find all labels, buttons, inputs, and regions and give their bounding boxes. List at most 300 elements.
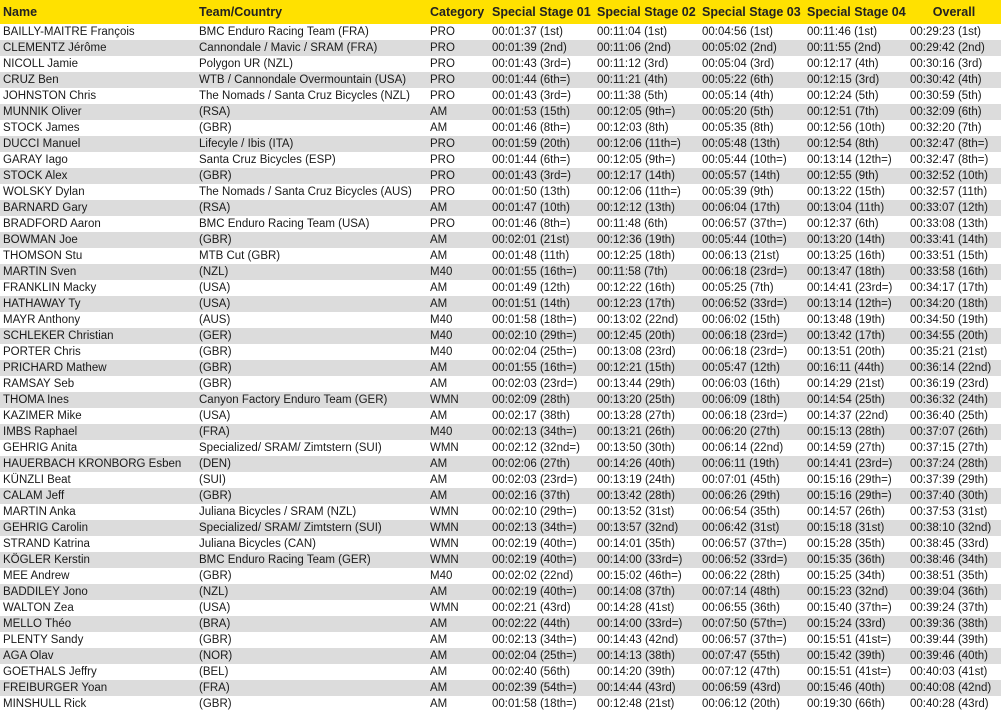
cell-stage-03: 00:06:03 (16th): [702, 378, 781, 390]
cell-stage-04: 00:16:11 (44th): [807, 362, 885, 374]
results-body: [0, 24, 1001, 712]
cell-name: MAYR Anthony: [3, 314, 81, 326]
cell-stage-04: 00:11:55 (2nd): [807, 42, 881, 54]
cell-team-country: (GBR): [199, 170, 232, 182]
cell-stage-03: 00:06:04 (17th): [702, 202, 781, 214]
cell-name: BOWMAN Joe: [3, 234, 78, 246]
cell-stage-02: 00:12:17 (14th): [597, 170, 676, 182]
cell-stage-01: 00:01:43 (3rd=): [492, 170, 571, 182]
cell-stage-01: 00:02:19 (40th=): [492, 554, 577, 566]
cell-category: M40: [430, 330, 453, 342]
table-row: [0, 424, 1001, 440]
cell-stage-01: 00:02:10 (29th=): [492, 506, 577, 518]
cell-stage-03: 00:06:59 (43rd): [702, 682, 781, 694]
table-row: [0, 504, 1001, 520]
cell-stage-02: 00:13:08 (23rd): [597, 346, 676, 358]
cell-stage-02: 00:14:43 (42nd): [597, 634, 679, 646]
cell-name: WOLSKY Dylan: [3, 186, 85, 198]
cell-category: WMN: [430, 522, 459, 534]
table-row: [0, 184, 1001, 200]
cell-category: AM: [430, 122, 448, 134]
cell-team-country: (NOR): [199, 650, 233, 662]
cell-overall: 00:30:42 (4th): [910, 74, 982, 86]
cell-overall: 00:39:24 (37th): [910, 602, 989, 614]
cell-stage-01: 00:02:06 (27th): [492, 458, 571, 470]
cell-overall: 00:37:15 (27th): [910, 442, 989, 454]
cell-overall: 00:37:24 (28th): [910, 458, 989, 470]
cell-name: KÖGLER Kerstin: [3, 554, 90, 566]
table-row: [0, 648, 1001, 664]
cell-name: BAILLY-MAITRE François: [3, 26, 135, 38]
cell-name: PRICHARD Mathew: [3, 362, 107, 374]
cell-stage-01: 00:02:10 (29th=): [492, 330, 577, 342]
cell-stage-02: 00:12:05 (9th=): [597, 154, 676, 166]
cell-overall: 00:37:53 (31st): [910, 506, 988, 518]
table-row: [0, 200, 1001, 216]
cell-stage-02: 00:14:00 (33rd=): [597, 554, 683, 566]
cell-stage-04: 00:13:48 (19th): [807, 314, 886, 326]
cell-stage-04: 00:13:42 (17th): [807, 330, 886, 342]
cell-stage-01: 00:01:43 (3rd=): [492, 58, 571, 70]
cell-stage-04: 00:13:51 (20th): [807, 346, 886, 358]
table-row: [0, 104, 1001, 120]
cell-overall: 00:33:07 (12th): [910, 202, 989, 214]
cell-stage-03: 00:06:02 (15th): [702, 314, 781, 326]
cell-stage-01: 00:01:43 (3rd=): [492, 90, 571, 102]
cell-name: PLENTY Sandy: [3, 634, 84, 646]
cell-stage-01: 00:01:53 (15th): [492, 106, 571, 118]
cell-stage-04: 00:14:41 (23rd=): [807, 282, 893, 294]
cell-category: WMN: [430, 602, 459, 614]
cell-stage-02: 00:12:06 (11th=): [597, 138, 681, 150]
cell-team-country: (NZL): [199, 586, 229, 598]
cell-category: PRO: [430, 42, 455, 54]
cell-stage-01: 00:02:03 (23rd=): [492, 378, 578, 390]
cell-category: PRO: [430, 154, 455, 166]
cell-stage-04: 00:15:51 (41st=): [807, 666, 892, 678]
cell-stage-02: 00:11:38 (5th): [597, 90, 668, 102]
cell-stage-03: 00:06:42 (31st): [702, 522, 780, 534]
cell-category: AM: [430, 202, 448, 214]
cell-stage-02: 00:12:12 (13th): [597, 202, 676, 214]
cell-team-country: The Nomads / Santa Cruz Bicycles (AUS): [199, 186, 412, 198]
cell-stage-04: 00:12:54 (8th): [807, 138, 879, 150]
cell-category: M40: [430, 426, 453, 438]
cell-stage-01: 00:01:50 (13th): [492, 186, 571, 198]
cell-category: M40: [430, 266, 453, 278]
table-row: [0, 552, 1001, 568]
cell-stage-04: 00:14:29 (21st): [807, 378, 885, 390]
cell-stage-02: 00:14:00 (33rd=): [597, 618, 683, 630]
cell-stage-02: 00:14:20 (39th): [597, 666, 676, 678]
cell-name: STRAND Katrina: [3, 538, 90, 550]
cell-name: NICOLL Jamie: [3, 58, 78, 70]
cell-stage-02: 00:11:58 (7th): [597, 266, 668, 278]
cell-stage-04: 00:15:25 (34th): [807, 570, 886, 582]
cell-team-country: (RSA): [199, 202, 231, 214]
cell-stage-03: 00:06:13 (21st): [702, 250, 780, 262]
cell-team-country: Juliana Bicycles / SRAM (NZL): [199, 506, 357, 518]
cell-stage-03: 00:05:20 (5th): [702, 106, 774, 118]
cell-category: AM: [430, 458, 448, 470]
cell-name: IMBS Raphael: [3, 426, 78, 438]
cell-stage-04: 00:15:13 (28th): [807, 426, 886, 438]
cell-name: BADDILEY Jono: [3, 586, 88, 598]
cell-category: WMN: [430, 554, 459, 566]
cell-stage-02: 00:13:50 (30th): [597, 442, 676, 454]
cell-category: AM: [430, 250, 448, 262]
cell-name: MUNNIK Oliver: [3, 106, 82, 118]
table-row: [0, 584, 1001, 600]
table-row: [0, 168, 1001, 184]
cell-stage-02: 00:12:36 (19th): [597, 234, 676, 246]
cell-stage-04: 00:13:47 (18th): [807, 266, 886, 278]
cell-stage-01: 00:01:55 (16th=): [492, 362, 577, 374]
cell-category: AM: [430, 666, 448, 678]
cell-name: CLEMENTZ Jérôme: [3, 42, 107, 54]
cell-stage-04: 00:13:22 (15th): [807, 186, 886, 198]
cell-category: M40: [430, 570, 453, 582]
cell-category: PRO: [430, 186, 455, 198]
cell-team-country: (FRA): [199, 682, 230, 694]
cell-team-country: (USA): [199, 602, 231, 614]
cell-overall: 00:39:36 (38th): [910, 618, 989, 630]
cell-stage-01: 00:02:13 (34th=): [492, 634, 577, 646]
cell-stage-04: 00:12:56 (10th): [807, 122, 886, 134]
cell-name: MARTIN Sven: [3, 266, 77, 278]
cell-stage-04: 00:15:23 (32nd): [807, 586, 889, 598]
cell-overall: 00:32:47 (8th=): [910, 138, 989, 150]
cell-name: MEE Andrew: [3, 570, 70, 582]
cell-stage-01: 00:02:40 (56th): [492, 666, 571, 678]
table-row: [0, 456, 1001, 472]
cell-stage-01: 00:01:51 (14th): [492, 298, 571, 310]
cell-stage-02: 00:13:21 (26th): [597, 426, 676, 438]
cell-stage-01: 00:01:49 (12th): [492, 282, 571, 294]
cell-stage-03: 00:05:47 (12th): [702, 362, 781, 374]
cell-name: THOMSON Stu: [3, 250, 83, 262]
cell-overall: 00:38:51 (35th): [910, 570, 989, 582]
table-row: [0, 136, 1001, 152]
cell-category: WMN: [430, 394, 459, 406]
cell-category: PRO: [430, 138, 455, 150]
cell-overall: 00:38:45 (33rd): [910, 538, 989, 550]
cell-overall: 00:40:03 (41st): [910, 666, 988, 678]
cell-stage-03: 00:06:57 (37th=): [702, 634, 787, 646]
cell-category: AM: [430, 298, 448, 310]
cell-stage-03: 00:05:44 (10th=): [702, 154, 787, 166]
cell-overall: 00:39:44 (39th): [910, 634, 989, 646]
cell-stage-03: 00:07:50 (57th=): [702, 618, 787, 630]
cell-category: AM: [430, 282, 448, 294]
cell-stage-03: 00:06:09 (18th): [702, 394, 781, 406]
table-row: [0, 664, 1001, 680]
cell-stage-02: 00:13:20 (25th): [597, 394, 676, 406]
cell-team-country: Polygon UR (NZL): [199, 58, 293, 70]
cell-stage-01: 00:02:12 (32nd=): [492, 442, 580, 454]
cell-stage-04: 00:14:54 (25th): [807, 394, 886, 406]
cell-stage-03: 00:05:02 (2nd): [702, 42, 777, 54]
cell-overall: 00:35:21 (21st): [910, 346, 988, 358]
cell-stage-04: 00:12:37 (6th): [807, 218, 879, 230]
table-row: [0, 312, 1001, 328]
cell-stage-02: 00:11:12 (3rd): [597, 58, 669, 70]
cell-stage-03: 00:06:18 (23rd=): [702, 266, 788, 278]
cell-stage-02: 00:14:44 (43rd): [597, 682, 676, 694]
cell-stage-01: 00:01:58 (18th=): [492, 314, 577, 326]
table-row: [0, 680, 1001, 696]
cell-name: CALAM Jeff: [3, 490, 65, 502]
cell-stage-02: 00:12:22 (16th): [597, 282, 676, 294]
cell-stage-01: 00:02:04 (25th=): [492, 650, 577, 662]
cell-stage-04: 00:15:18 (31st): [807, 522, 885, 534]
cell-stage-03: 00:06:22 (28th): [702, 570, 781, 582]
cell-category: AM: [430, 682, 448, 694]
cell-stage-04: 00:13:14 (12th=): [807, 154, 892, 166]
cell-stage-02: 00:15:02 (46th=): [597, 570, 682, 582]
cell-team-country: (AUS): [199, 314, 231, 326]
cell-stage-03: 00:05:35 (8th): [702, 122, 774, 134]
cell-stage-03: 00:07:47 (55th): [702, 650, 781, 662]
cell-overall: 00:32:47 (8th=): [910, 154, 989, 166]
cell-category: PRO: [430, 170, 455, 182]
cell-stage-03: 00:05:22 (6th): [702, 74, 774, 86]
cell-stage-01: 00:02:04 (25th=): [492, 346, 577, 358]
table-row: [0, 376, 1001, 392]
cell-stage-03: 00:05:04 (3rd): [702, 58, 775, 70]
cell-team-country: (GBR): [199, 490, 232, 502]
header-category: Category: [430, 5, 485, 19]
cell-team-country: Specialized/ SRAM/ Zimtstern (SUI): [199, 522, 382, 534]
cell-team-country: (GBR): [199, 346, 232, 358]
cell-stage-02: 00:13:57 (32nd): [597, 522, 679, 534]
header-row: [0, 0, 1001, 24]
cell-name: THOMA Ines: [3, 394, 69, 406]
cell-category: AM: [430, 490, 448, 502]
cell-stage-01: 00:02:19 (40th=): [492, 586, 577, 598]
cell-overall: 00:36:14 (22nd): [910, 362, 992, 374]
cell-overall: 00:37:07 (26th): [910, 426, 989, 438]
header-special-stage-03: Special Stage 03: [702, 5, 801, 19]
cell-team-country: Canyon Factory Enduro Team (GER): [199, 394, 388, 406]
cell-stage-01: 00:01:48 (11th): [492, 250, 570, 262]
cell-overall: 00:32:09 (6th): [910, 106, 982, 118]
cell-stage-01: 00:02:13 (34th=): [492, 522, 577, 534]
table-row: [0, 440, 1001, 456]
cell-stage-02: 00:14:08 (37th): [597, 586, 676, 598]
cell-overall: 00:33:08 (13th): [910, 218, 989, 230]
cell-name: STOCK James: [3, 122, 80, 134]
cell-category: WMN: [430, 442, 459, 454]
cell-team-country: Cannondale / Mavic / SRAM (FRA): [199, 42, 378, 54]
table-row: [0, 248, 1001, 264]
header-special-stage-04: Special Stage 04: [807, 5, 906, 19]
table-row: [0, 216, 1001, 232]
header-overall: Overall: [932, 5, 976, 19]
cell-team-country: (GBR): [199, 362, 232, 374]
cell-stage-02: 00:14:26 (40th): [597, 458, 676, 470]
cell-stage-01: 00:02:21 (43rd): [492, 602, 571, 614]
cell-stage-01: 00:02:01 (21st): [492, 234, 570, 246]
cell-name: MELLO Théo: [3, 618, 72, 630]
cell-team-country: Specialized/ SRAM/ Zimtstern (SUI): [199, 442, 382, 454]
cell-team-country: MTB Cut (GBR): [199, 250, 281, 262]
cell-stage-03: 00:05:25 (7th): [702, 282, 774, 294]
table-row: [0, 360, 1001, 376]
cell-name: WALTON Zea: [3, 602, 74, 614]
cell-stage-01: 00:02:16 (37th): [492, 490, 571, 502]
cell-stage-02: 00:14:28 (41st): [597, 602, 675, 614]
cell-stage-02: 00:11:48 (6th): [597, 218, 668, 230]
cell-stage-02: 00:11:04 (1st): [597, 26, 668, 38]
cell-category: AM: [430, 234, 448, 246]
table-row: [0, 472, 1001, 488]
table-row: [0, 120, 1001, 136]
cell-stage-04: 00:14:59 (27th): [807, 442, 886, 454]
cell-stage-03: 00:06:57 (37th=): [702, 218, 787, 230]
cell-team-country: (FRA): [199, 426, 230, 438]
cell-team-country: (GBR): [199, 122, 232, 134]
cell-overall: 00:34:55 (20th): [910, 330, 989, 342]
cell-category: AM: [430, 618, 448, 630]
cell-overall: 00:36:32 (24th): [910, 394, 989, 406]
cell-name: HAUERBACH KRONBORG Esben: [3, 458, 182, 470]
cell-name: SCHLEKER Christian: [3, 330, 114, 342]
cell-stage-02: 00:13:19 (24th): [597, 474, 676, 486]
cell-stage-03: 00:07:01 (45th): [702, 474, 781, 486]
cell-stage-01: 00:02:39 (54th=): [492, 682, 577, 694]
cell-stage-01: 00:02:03 (23rd=): [492, 474, 578, 486]
cell-category: AM: [430, 378, 448, 390]
cell-stage-01: 00:02:09 (28th): [492, 394, 571, 406]
cell-stage-04: 00:14:41 (23rd=): [807, 458, 893, 470]
cell-overall: 00:33:41 (14th): [910, 234, 989, 246]
cell-stage-01: 00:01:39 (2nd): [492, 42, 567, 54]
cell-name: GOETHALS Jeffry: [3, 666, 97, 678]
cell-stage-01: 00:02:19 (40th=): [492, 538, 577, 550]
table-row: [0, 88, 1001, 104]
table-row: [0, 392, 1001, 408]
cell-name: FREIBURGER Yoan: [3, 682, 108, 694]
cell-category: M40: [430, 346, 453, 358]
cell-team-country: (USA): [199, 298, 231, 310]
cell-category: AM: [430, 634, 448, 646]
cell-team-country: (SUI): [199, 474, 226, 486]
cell-stage-03: 00:06:55 (36th): [702, 602, 781, 614]
cell-stage-02: 00:12:23 (17th): [597, 298, 676, 310]
header-special-stage-02: Special Stage 02: [597, 5, 696, 19]
table-row: [0, 600, 1001, 616]
cell-team-country: (BEL): [199, 666, 229, 678]
cell-stage-01: 00:02:13 (34th=): [492, 426, 577, 438]
cell-stage-04: 00:12:17 (4th): [807, 58, 879, 70]
cell-stage-04: 00:12:51 (7th): [807, 106, 879, 118]
cell-team-country: (USA): [199, 410, 231, 422]
cell-team-country: The Nomads / Santa Cruz Bicycles (NZL): [199, 90, 410, 102]
cell-team-country: (GBR): [199, 570, 232, 582]
table-row: [0, 408, 1001, 424]
cell-category: WMN: [430, 538, 459, 550]
cell-team-country: Juliana Bicycles (CAN): [199, 538, 316, 550]
cell-team-country: (GBR): [199, 234, 232, 246]
cell-overall: 00:33:51 (15th): [910, 250, 989, 262]
cell-team-country: (RSA): [199, 106, 231, 118]
cell-category: PRO: [430, 218, 455, 230]
cell-stage-03: 00:05:57 (14th): [702, 170, 781, 182]
table-row: [0, 296, 1001, 312]
table-row: [0, 616, 1001, 632]
cell-stage-01: 00:01:59 (20th): [492, 138, 571, 150]
cell-stage-02: 00:11:06 (2nd): [597, 42, 671, 54]
cell-stage-01: 00:02:02 (22nd): [492, 570, 574, 582]
cell-name: GEHRIG Anita: [3, 442, 78, 454]
cell-stage-04: 00:12:55 (9th): [807, 170, 879, 182]
table-row: [0, 264, 1001, 280]
cell-stage-02: 00:13:28 (27th): [597, 410, 676, 422]
cell-category: AM: [430, 362, 448, 374]
cell-category: AM: [430, 474, 448, 486]
cell-stage-04: 00:15:35 (36th): [807, 554, 886, 566]
cell-stage-03: 00:05:14 (4th): [702, 90, 774, 102]
cell-category: AM: [430, 650, 448, 662]
cell-stage-02: 00:13:42 (28th): [597, 490, 676, 502]
cell-stage-01: 00:02:17 (38th): [492, 410, 571, 422]
cell-stage-04: 00:13:20 (14th): [807, 234, 886, 246]
cell-stage-04: 00:15:24 (33rd): [807, 618, 886, 630]
cell-name: AGA Olav: [3, 650, 54, 662]
cell-overall: 00:29:42 (2nd): [910, 42, 985, 54]
table-row: [0, 24, 1001, 40]
cell-stage-01: 00:01:46 (8th=): [492, 122, 571, 134]
cell-overall: 00:36:19 (23rd): [910, 378, 989, 390]
cell-stage-03: 00:05:39 (9th): [702, 186, 774, 198]
cell-team-country: Lifecyle / Ibis (ITA): [199, 138, 294, 150]
cell-stage-03: 00:05:48 (13th): [702, 138, 781, 150]
cell-stage-02: 00:12:21 (15th): [597, 362, 676, 374]
cell-stage-02: 00:13:52 (31st): [597, 506, 675, 518]
cell-stage-04: 00:15:16 (29th=): [807, 490, 892, 502]
cell-overall: 00:39:04 (36th): [910, 586, 989, 598]
cell-team-country: (NZL): [199, 266, 229, 278]
table-row: [0, 280, 1001, 296]
cell-stage-04: 00:12:24 (5th): [807, 90, 879, 102]
cell-name: JOHNSTON Chris: [3, 90, 97, 102]
table-row: [0, 696, 1001, 712]
cell-category: PRO: [430, 26, 455, 38]
header-team-country: Team/Country: [199, 5, 283, 19]
cell-team-country: (GBR): [199, 634, 232, 646]
cell-name: KAZIMER Mike: [3, 410, 82, 422]
cell-stage-03: 00:06:11 (19th): [702, 458, 780, 470]
cell-stage-02: 00:12:03 (8th): [597, 122, 669, 134]
cell-team-country: BMC Enduro Racing Team (USA): [199, 218, 370, 230]
cell-stage-04: 00:14:37 (22nd): [807, 410, 889, 422]
cell-stage-04: 00:13:04 (11th): [807, 202, 885, 214]
cell-team-country: (DEN): [199, 458, 231, 470]
cell-name: DUCCI Manuel: [3, 138, 81, 150]
cell-name: HATHAWAY Ty: [3, 298, 81, 310]
cell-stage-02: 00:13:02 (22nd): [597, 314, 679, 326]
cell-stage-02: 00:12:48 (21st): [597, 698, 675, 710]
table-row: [0, 344, 1001, 360]
header-special-stage-01: Special Stage 01: [492, 5, 591, 19]
cell-stage-02: 00:11:21 (4th): [597, 74, 668, 86]
cell-stage-01: 00:01:44 (6th=): [492, 154, 571, 166]
cell-name: RAMSAY Seb: [3, 378, 75, 390]
table-row: [0, 152, 1001, 168]
cell-stage-03: 00:06:20 (27th): [702, 426, 781, 438]
cell-stage-04: 00:12:15 (3rd): [807, 74, 880, 86]
